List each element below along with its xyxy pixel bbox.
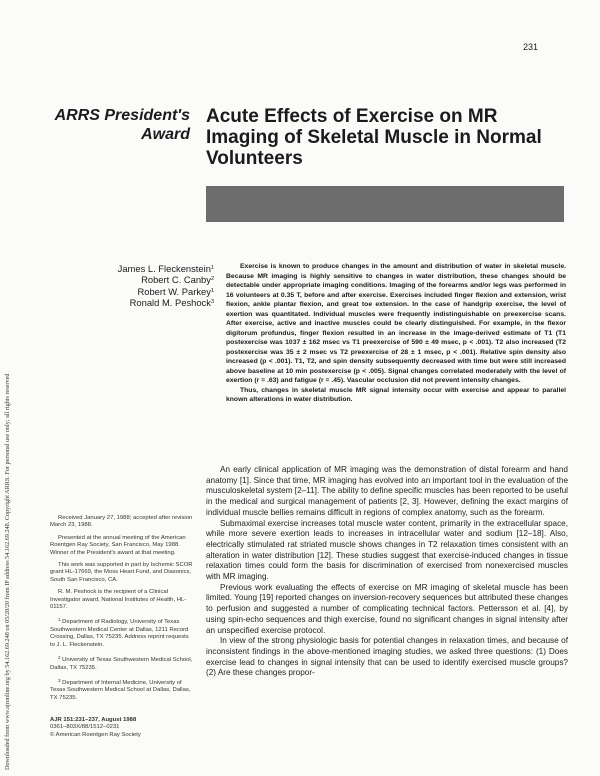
footnote: $^1$ Department of Radiology, University of Texas Southwestern Medical Center at Dallas, 1211 Record Crossing, Dallas, TX 75235. Address reprint requests to J. L. Fleckenstein. (50, 617, 189, 648)
issn: 0361–803X/88/1512–0231 (50, 724, 120, 731)
body-paragraph: Submaximal exercise increases total muscle water content, primarily in the extracellular space, while more severe exertion leads to increases in intracellular water and sodium [12–18]. Also, electrically stimulated rat striated muscle shows changes in T2 relaxation times consistent with an alteration in water distribution [12]. These studies suggest that exercise-induced changes in tissue relaxation times could form the basis for discrimination of exercised from nonexercised muscles with MR imaging. (206, 518, 568, 582)
author-list (70, 263, 214, 308)
section-label-line: ARRS President's (54, 107, 190, 124)
abstract-paragraph: Thus, changes in skeletal muscle MR signal intensity occur with exercise and appear to parallel known alterations in water distribution. (226, 386, 566, 403)
footnote: $^2$ University of Texas Southwestern Medical School, Dallas, TX 75235. (50, 655, 193, 671)
footnote: $^3$ Department of Internal Medicine, University of Texas Southwestern Medical School at Dallas, Dallas, TX 75235. (50, 677, 191, 701)
body-text (206, 465, 568, 679)
body-paragraph: An early clinical application of MR imaging was the demonstration of distal forearm and hand anatomy [1]. Since that time, MR imaging has evolved into an important tool in the evaluation of the musculoskeletal system [2–11]. The ability to define specific muscles has been reported to be useful in the medical and surgical management of patients [2, 3]. However, defining the exact margins of individual muscle bellies remains difficult in regions of complex anatomy, such as the forearm. (206, 465, 568, 517)
footnote: Presented at the annual meeting of the American Roentgen Ray Society, San Francisco, May 1988. Winner of the President's award at that meeting. (50, 534, 186, 556)
footnote: This work was supported in part by Ischemic SCOR grant HL-17669, the Moss Heart Fund, and Diasonics, South San Francisco, CA. (50, 562, 193, 583)
footnote: R. M. Peshock is the recipient of a Clinical Investigator award, National Institutes of Health, HL-01157. (50, 589, 187, 611)
author: James L. Fleckenstein$^1$ (117, 263, 214, 274)
section-label-line: Award (141, 126, 190, 143)
author: Ronald M. Peshock$^3$ (129, 296, 214, 308)
section-label (50, 106, 190, 144)
author: Robert C. Canby$^2$ (141, 274, 214, 286)
abstract-paragraph: Exercise is known to produce changes in the amount and distribution of water in skeletal muscle. Because MR imaging is highly sensitive to changes in water distribution, these changes should be detectable under appropriate imaging conditions. Imaging of the forearms and/or legs was performed in 16 volunteers at 0.35 T, before and after exercise. Exercises included finger flexion and extension, wrist flexion, ankle plantar flexion, and great toe extension. In the case of handgrip exercise, the level of exertion was quantitated. Individual muscles were frequently indistinguishable on preexercise scans. After exercise, active and inactive muscles could be clearly distinguished. For example, in the flexor digitorum profundus, finger flexion resulted in an increase in the image-derived estimate of T1 (T1 postexercise was 1037 ± 162 msec vs T1 preexercise of 590 ± 49 msec, p < .001). T2 also increased (T2 postexercise was 35 ± 2 msec vs T2 preexercise of 28 ± 1 msec, p < .001). Relative spin density also increased (p < .001). T1, T2, and spin density subsequently decreased with time but were still increased above baseline at 10 min postexercise (p < .005). Signal changes correlated moderately with the level of exertion (r = .63) and fatigue (r = .45). Vascular occlusion did not prevent intensity changes. (226, 263, 566, 384)
page-number: 231 (523, 42, 539, 52)
article-title: Acute Effects of Exercise on MR Imaging of Skeletal Muscle in Normal Volunteers (206, 106, 542, 169)
download-watermark: Downloaded from www.ajronline.org by 54.162.69.248 on 05/28/20 from IP address 54.162.69.248. Copyright ARRS. For personal use only; all rights reserved (4, 373, 11, 770)
journal-reference: AJR 151:231–237, August 1988 (50, 717, 137, 723)
footnotes (50, 515, 193, 707)
copyright: © American Roentgen Ray Society (50, 731, 141, 738)
body-paragraph: Previous work evaluating the effects of exercise on MR imaging of skeletal muscle has been limited. Young [19] reported changes on inversion-recovery sequences but attributed these changes to perfusion and suggested a number of complicating technical factors. Pettersson et al. [4], by using spin-echo sequences and thigh exercise, found no significant changes in signal intensity after an unspecified exercise protocol. (206, 582, 568, 635)
title-decorative-bar (206, 186, 564, 222)
journal-citation (50, 717, 193, 739)
footnote: Received January 27, 1988; accepted after revision March 23, 1988. (50, 515, 193, 529)
author: Robert W. Parkey$^1$ (137, 285, 214, 297)
body-paragraph: In view of the strong physiologic basis for potential changes in relaxation times, and because of inconsistent findings in the above-mentioned imaging studies, we asked three questions: (1) Does exercise lead to changes in signal intensity that can be used to identify exercised muscle groups? (2) Are these changes propor- (206, 636, 568, 678)
abstract (226, 262, 566, 405)
